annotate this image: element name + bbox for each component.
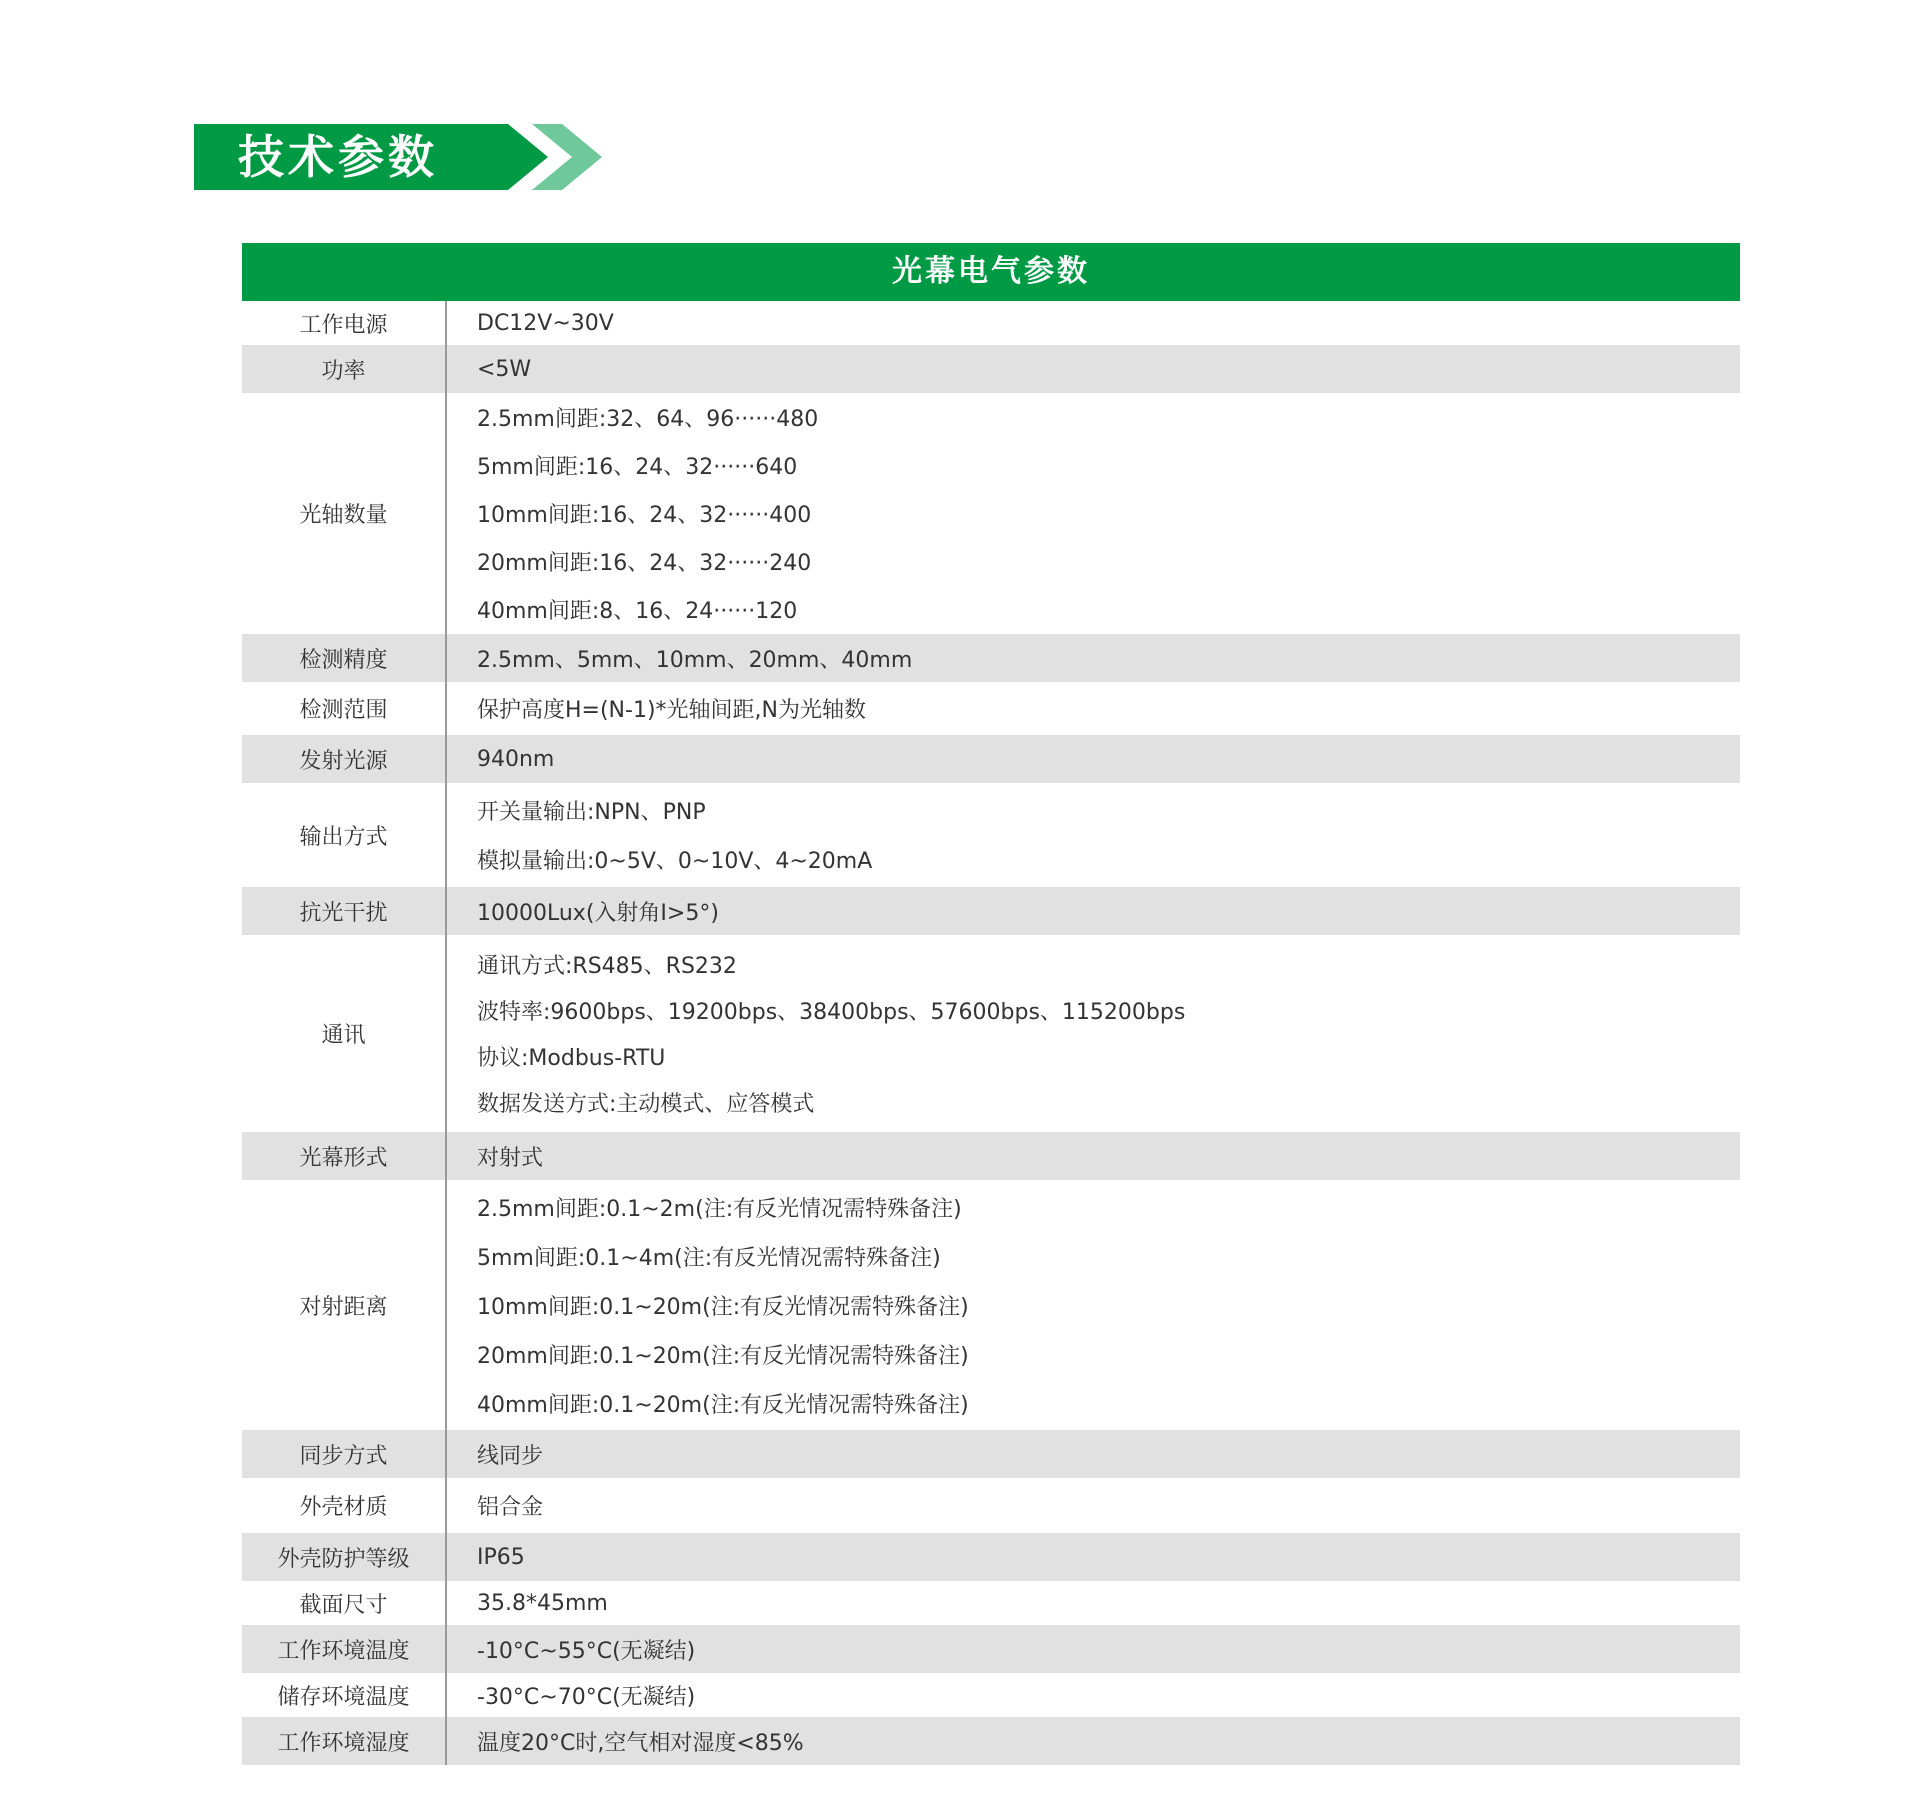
row-label: 检测范围 — [242, 682, 447, 735]
row-label: 工作电源 — [242, 301, 447, 345]
table-row-sync-mode — [242, 1430, 1740, 1478]
row-values — [447, 1132, 1740, 1180]
row-value: 2.5mm、5mm、10mm、20mm、40mm — [477, 647, 913, 673]
spec-table — [242, 243, 1740, 1765]
row-value: DC12V~30V — [477, 310, 614, 336]
row-value: 5mm间距:16、24、32······640 — [477, 455, 798, 480]
row-label: 外壳材质 — [242, 1478, 447, 1533]
row-values — [447, 1478, 1740, 1533]
row-label: 光幕形式 — [242, 1132, 447, 1180]
row-label: 外壳防护等级 — [242, 1533, 447, 1581]
row-values — [447, 634, 1740, 682]
table-row-sensing-distance — [242, 1180, 1740, 1430]
row-values — [447, 735, 1740, 783]
row-value: 40mm间距:0.1~20m(注:有反光情况需特殊备注) — [477, 1392, 969, 1418]
row-value: 通讯方式:RS485、RS232 — [477, 954, 737, 979]
row-label: 发射光源 — [242, 735, 447, 783]
row-values — [447, 301, 1740, 345]
row-values — [447, 1717, 1740, 1765]
row-value: 20mm间距:16、24、32······240 — [477, 551, 812, 576]
row-value: 10mm间距:16、24、32······400 — [477, 503, 812, 528]
row-value: 940nm — [477, 746, 555, 772]
row-value: 铝合金 — [477, 1495, 544, 1520]
row-values — [447, 887, 1740, 935]
row-value: -30°C~70°C(无凝结) — [477, 1684, 696, 1710]
row-label: 同步方式 — [242, 1430, 447, 1478]
row-label: 截面尺寸 — [242, 1581, 447, 1625]
row-value: 协议:Modbus-RTU — [477, 1046, 666, 1071]
row-label: 工作环境温度 — [242, 1625, 447, 1673]
row-values — [447, 682, 1740, 735]
row-value: IP65 — [477, 1544, 525, 1570]
table-row-section-size — [242, 1581, 1740, 1625]
row-values — [447, 935, 1740, 1132]
row-values — [447, 1673, 1740, 1717]
table-row-detection-range — [242, 682, 1740, 735]
row-values — [447, 1533, 1740, 1581]
row-value: 10mm间距:0.1~20m(注:有反光情况需特殊备注) — [477, 1294, 969, 1320]
row-value: 10000Lux(入射角I>5°) — [477, 900, 719, 926]
table-row-power — [242, 345, 1740, 393]
row-value: 20mm间距:0.1~20m(注:有反光情况需特殊备注) — [477, 1343, 969, 1369]
spec-table-title: 光幕电气参数 — [242, 243, 1740, 301]
row-value: 开关量输出:NPN、PNP — [477, 800, 706, 825]
row-value: 2.5mm间距:32、64、96······480 — [477, 407, 819, 432]
table-row-light-source — [242, 735, 1740, 783]
row-value: 数据发送方式:主动模式、应答模式 — [477, 1092, 815, 1117]
row-value: 波特率:9600bps、19200bps、38400bps、57600bps、115200bps — [477, 1000, 1186, 1025]
table-row-communication — [242, 935, 1740, 1132]
table-row-beam-count — [242, 393, 1740, 634]
row-value: <5W — [477, 356, 532, 382]
row-values — [447, 1180, 1740, 1430]
section-heading — [194, 124, 624, 190]
row-value: 模拟量输出:0~5V、0~10V、4~20mA — [477, 849, 873, 874]
table-row-light-interference — [242, 887, 1740, 935]
row-label: 储存环境温度 — [242, 1673, 447, 1717]
section-heading-title: 技术参数 — [238, 130, 438, 184]
row-values — [447, 783, 1740, 887]
row-label: 抗光干扰 — [242, 887, 447, 935]
row-label: 对射距离 — [242, 1180, 447, 1430]
row-value: 对射式 — [477, 1145, 544, 1171]
row-value: 40mm间距:8、16、24······120 — [477, 599, 798, 624]
row-values — [447, 393, 1740, 634]
row-value: 2.5mm间距:0.1~2m(注:有反光情况需特殊备注) — [477, 1196, 962, 1222]
row-value: 5mm间距:0.1~4m(注:有反光情况需特殊备注) — [477, 1245, 941, 1271]
table-row-detection-accuracy — [242, 634, 1740, 682]
row-value: -10°C~55°C(无凝结) — [477, 1638, 696, 1664]
table-row-output-mode — [242, 783, 1740, 887]
table-row-storage-temperature — [242, 1673, 1740, 1717]
row-values — [447, 1430, 1740, 1478]
row-label: 检测精度 — [242, 634, 447, 682]
row-label: 功率 — [242, 345, 447, 393]
table-row-operating-humidity — [242, 1717, 1740, 1765]
row-values — [447, 1625, 1740, 1673]
row-label: 输出方式 — [242, 783, 447, 887]
row-values — [447, 345, 1740, 393]
row-value: 温度20°C时,空气相对湿度<85% — [477, 1730, 804, 1756]
row-label: 光轴数量 — [242, 393, 447, 634]
table-row-power-supply — [242, 301, 1740, 345]
table-row-protection-rating — [242, 1533, 1740, 1581]
row-label: 工作环境湿度 — [242, 1717, 447, 1765]
row-values — [447, 1581, 1740, 1625]
table-row-housing-material — [242, 1478, 1740, 1533]
table-row-curtain-type — [242, 1132, 1740, 1180]
row-value: 保护高度H=(N-1)*光轴间距,N为光轴数 — [477, 698, 866, 723]
table-row-operating-temperature — [242, 1625, 1740, 1673]
row-value: 线同步 — [477, 1443, 544, 1469]
row-label: 通讯 — [242, 935, 447, 1132]
row-value: 35.8*45mm — [477, 1590, 608, 1616]
